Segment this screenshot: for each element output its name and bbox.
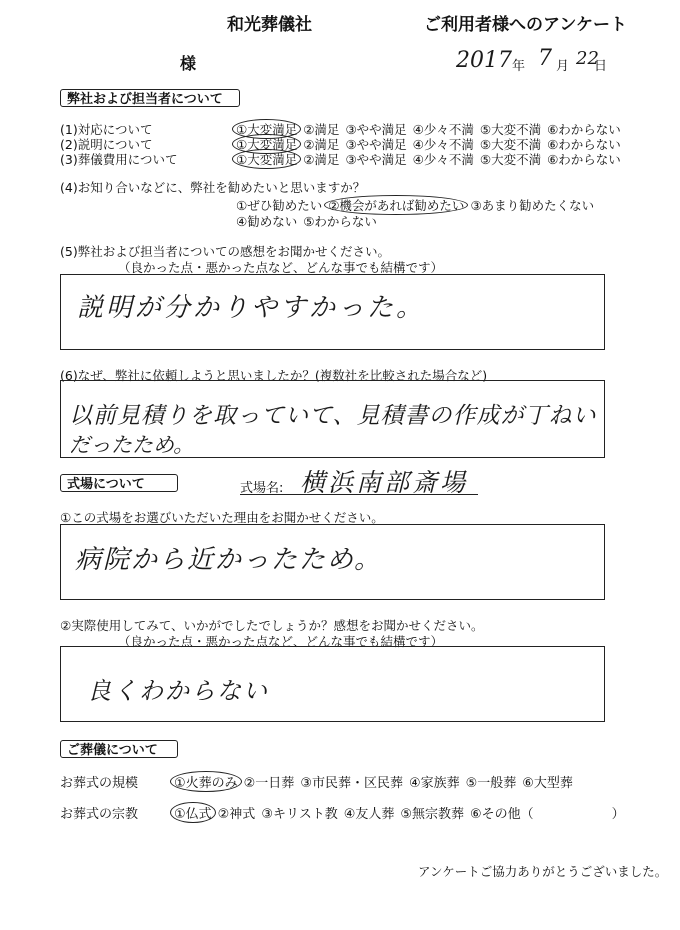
q3-option-4[interactable]: ④少々不満 <box>412 152 474 167</box>
q3-option-1[interactable]: ①大変満足 <box>232 149 301 169</box>
religion-option-1[interactable]: ①仏式 <box>170 802 216 823</box>
q6-label: (6)なぜ、弊社に依頼しようと思いましたか？(複数社を比較された場合など) <box>60 368 488 383</box>
q2-option-2[interactable]: ②満足 <box>303 137 340 152</box>
s2-q2-label: ②実際使用してみて、いかがでしたでしょうか？感想をお聞かせください。 <box>60 618 484 633</box>
scale-options <box>174 772 573 791</box>
venue-value[interactable]: 横浜南部斎場 <box>300 468 469 497</box>
q1-label: (1)対応について <box>60 122 153 137</box>
q4-label: (4)お知り合いなどに、弊社を勧めたいと思いますか？ <box>60 180 366 195</box>
s2-q2-answer-box[interactable] <box>60 646 605 722</box>
religion-option-2[interactable]: ②神式 <box>217 807 256 822</box>
q1-option-2[interactable]: ②満足 <box>303 122 340 137</box>
q1-option-4[interactable]: ④少々不満 <box>412 122 474 137</box>
date-month: 7 <box>538 46 552 71</box>
venue-underline <box>240 494 478 495</box>
sama-label: 様 <box>180 54 197 73</box>
footer-thanks: アンケートご協力ありがとうございました。 <box>418 864 668 879</box>
religion-option-3[interactable]: ③キリスト教 <box>261 807 338 822</box>
q3-option-6[interactable]: ⑥わからない <box>547 152 621 167</box>
q4-option-3[interactable]: ③あまり勧めたくない <box>470 198 595 213</box>
religion-option-6[interactable]: ⑥その他（ ） <box>470 807 625 822</box>
religion-label: お葬式の宗教 <box>60 807 139 822</box>
q4-option-5[interactable]: ⑤わからない <box>303 214 377 229</box>
religion-options <box>174 803 625 822</box>
q1-option-6[interactable]: ⑥わからない <box>547 122 621 137</box>
q4-options-line2 <box>236 212 377 230</box>
q3-label: (3)葬儀費用について <box>60 152 178 167</box>
q4-option-4[interactable]: ④勧めない <box>236 214 298 229</box>
s2-q1-answer-box[interactable] <box>60 524 605 600</box>
q2-option-5[interactable]: ⑤大変不満 <box>479 137 542 152</box>
q1-option-5[interactable]: ⑤大変不満 <box>479 122 542 137</box>
q3-option-3[interactable]: ③やや満足 <box>345 152 407 167</box>
q6-answer-line1: 以前見積りを取っていて、見積書の作成が丁ねい <box>69 403 597 429</box>
q2-option-4[interactable]: ④少々不満 <box>412 137 474 152</box>
scale-option-2[interactable]: ②一日葬 <box>243 776 295 791</box>
q5-sub: （良かった点・悪かった点など、どんな事でも結構です） <box>118 260 444 275</box>
section1-header: 弊社および担当者について <box>60 89 240 107</box>
s2-q2-sub: （良かった点・悪かった点など、どんな事でも結構です） <box>118 634 444 649</box>
scale-option-6[interactable]: ⑥大型葬 <box>522 776 573 791</box>
religion-option-5[interactable]: ⑤無宗教葬 <box>400 807 465 822</box>
scale-option-5[interactable]: ⑤一般葬 <box>465 776 517 791</box>
q3-options <box>236 150 621 168</box>
date-day: 22 <box>576 48 599 69</box>
q1-option-1[interactable]: ①大変満足 <box>232 119 301 139</box>
scale-label: お葬式の規模 <box>60 776 139 791</box>
q5-answer: 説明が分かりやすかった。 <box>77 293 426 323</box>
survey-title: ご利用者様へのアンケート <box>424 15 627 35</box>
q3-option-5[interactable]: ⑤大変不満 <box>479 152 542 167</box>
scale-option-3[interactable]: ③市民葬・区民葬 <box>300 776 403 791</box>
company-name: 和光葬儀社 <box>227 15 312 35</box>
date-year-unit: 年 <box>512 59 526 74</box>
q6-answer-box[interactable] <box>60 380 605 458</box>
section3-header: ご葬儀について <box>60 740 178 758</box>
s2-q1-label: ①この式場をお選びいただいた理由をお聞かせください。 <box>60 510 384 525</box>
scale-option-4[interactable]: ④家族葬 <box>408 776 460 791</box>
q2-option-1[interactable]: ①大変満足 <box>232 134 301 154</box>
s2-q1-answer: 病院から近かったため。 <box>75 545 382 575</box>
section2-header: 式場について <box>60 474 178 492</box>
s2-q2-answer: 良くわからない <box>87 677 269 705</box>
date-month-unit: 月 <box>556 59 570 74</box>
q5-label: (5)弊社および担当者についての感想をお聞かせください。 <box>60 244 390 259</box>
q4-option-1[interactable]: ①ぜひ勧めたい <box>236 198 323 213</box>
q3-option-2[interactable]: ②満足 <box>303 152 340 167</box>
date-year: 2017 <box>456 48 512 73</box>
q4-option-2[interactable]: ②機会があれば勧めたい <box>324 195 468 215</box>
q1-option-3[interactable]: ③やや満足 <box>345 122 407 137</box>
scale-option-1[interactable]: ①火葬のみ <box>170 771 242 792</box>
q6-answer-line2: だったため。 <box>69 433 195 457</box>
q5-answer-box[interactable] <box>60 274 605 350</box>
q2-label: (2)説明について <box>60 137 153 152</box>
q2-option-6[interactable]: ⑥わからない <box>547 137 621 152</box>
date-day-unit: 日 <box>594 59 608 74</box>
venue-label: 式場名: <box>240 481 284 496</box>
q2-option-3[interactable]: ③やや満足 <box>345 137 407 152</box>
religion-option-4[interactable]: ④友人葬 <box>343 807 395 822</box>
